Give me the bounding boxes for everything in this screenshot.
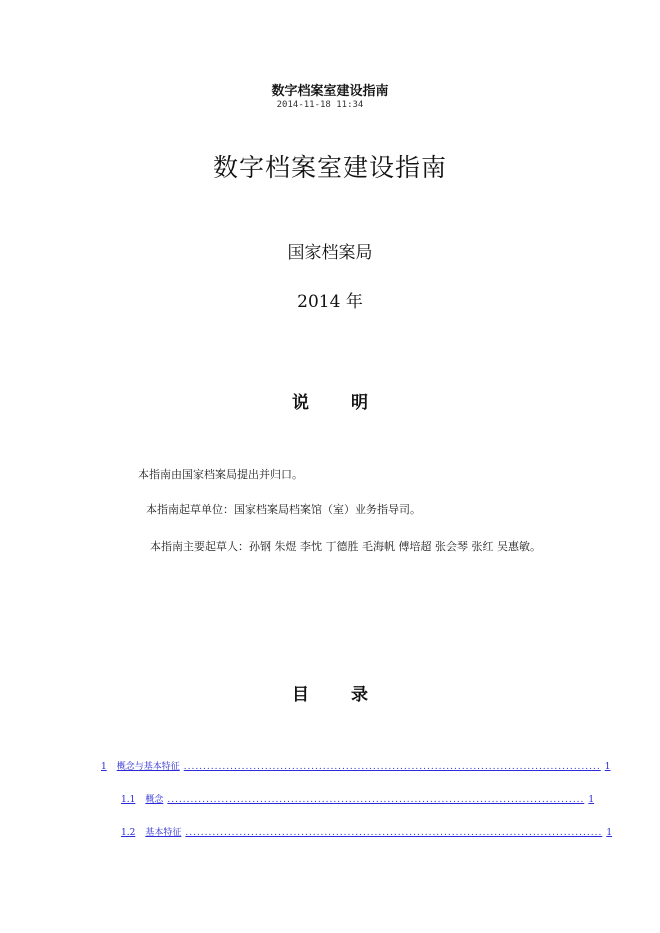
toc-entry-number: 1.2	[121, 828, 136, 838]
toc-link-1-1[interactable]	[121, 792, 595, 805]
document-title: 数字档案室建设指南	[212, 153, 447, 182]
toc-entry-number: 1	[101, 762, 107, 772]
toc-entry-page: 1	[606, 828, 613, 838]
toc-entry-number: 1.1	[121, 795, 136, 805]
toc-entry-page: 1	[588, 795, 595, 805]
organization-name: 国家档案局	[287, 243, 373, 263]
toc-dot-leader: ............................................................................................................	[185, 828, 603, 838]
toc-heading-right: 录	[351, 685, 368, 705]
toc-heading-left: 目	[292, 685, 309, 705]
toc-entry-label: 概念与基本特征	[116, 762, 180, 772]
publication-year: 2014 年	[297, 292, 363, 312]
paragraph: 本指南起草单位：国家档案局档案馆（室）业务指导司。	[146, 503, 421, 516]
explanation-heading	[0, 388, 660, 413]
toc-entry-label: 概念	[145, 795, 164, 805]
paragraph: 本指南主要起草人：孙钢 朱煜 李忱 丁德胜 毛海帆 傅培超 张会琴 张红 吴惠敏。	[150, 540, 541, 553]
toc-dot-leader: ............................................................................................................	[167, 795, 585, 805]
header-date: 2014-11-18 11:34	[276, 100, 364, 110]
toc-heading	[0, 680, 660, 705]
explanation-heading-left: 说	[292, 393, 309, 413]
header-title: 数字档案室建设指南	[271, 84, 389, 99]
toc-entry-page: 1	[604, 762, 611, 772]
toc-dot-leader: ............................................................................................................	[183, 762, 601, 772]
paragraph: 本指南由国家档案局提出并归口。	[138, 468, 303, 481]
explanation-heading-right: 明	[351, 393, 368, 413]
toc-entry-label: 基本特征	[145, 828, 182, 838]
toc-link-1-2[interactable]	[121, 825, 613, 838]
toc-link-1[interactable]	[101, 759, 611, 772]
